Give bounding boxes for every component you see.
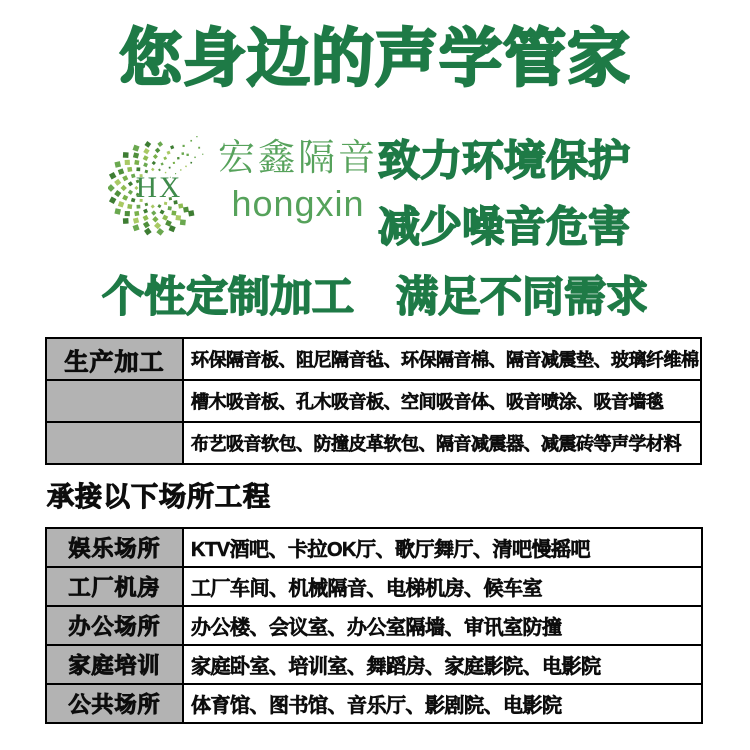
venues-table xyxy=(45,527,703,724)
table-row xyxy=(47,605,701,644)
brand-names xyxy=(214,136,382,224)
logo-swirl-icon xyxy=(108,126,210,248)
table-row xyxy=(47,379,700,421)
brand-name-en: hongxin xyxy=(231,183,365,225)
venue-items-home-training: 家庭卧室、培训室、舞蹈房、家庭影院、电影院 xyxy=(184,646,701,683)
production-row-3: 布艺吸音软包、防撞皮革软包、隔音减震器、减震砖等声学材料 xyxy=(184,423,700,463)
production-table xyxy=(45,337,702,465)
table-row xyxy=(47,421,700,463)
table-row xyxy=(47,566,701,605)
production-row-1: 环保隔音板、阻尼隔音毡、环保隔音棉、隔音减震垫、玻璃纤维棉 xyxy=(184,339,700,379)
slogan-line-2: 减少噪音危害 xyxy=(378,203,631,250)
table-row xyxy=(47,644,701,683)
venue-label-home-training: 家庭培训 xyxy=(47,646,184,683)
brand-name-cn: 宏鑫隔音 xyxy=(218,137,378,178)
production-table-header-empty xyxy=(47,381,184,421)
custom-processing-line: 个性定制加工 满足不同需求 xyxy=(101,273,648,320)
venue-items-factory: 工厂车间、机械隔音、电梯机房、候车室 xyxy=(184,568,701,605)
table-row xyxy=(47,339,700,379)
table-row xyxy=(47,683,701,722)
venue-label-factory: 工厂机房 xyxy=(47,568,184,605)
page-title: 您身边的声学管家 xyxy=(119,24,631,94)
logo-monogram: HX xyxy=(135,171,183,204)
company-logo xyxy=(108,126,210,248)
venue-label-office: 办公场所 xyxy=(47,607,184,644)
production-table-header: 生产加工 xyxy=(47,339,184,379)
slogan-line-1: 致力环境保护 xyxy=(378,137,631,184)
venues-section-heading: 承接以下场所工程 xyxy=(47,482,271,512)
venue-items-entertainment: KTV酒吧、卡拉OK厅、歌厅舞厅、清吧慢摇吧 xyxy=(184,529,701,566)
production-table-header-empty xyxy=(47,423,184,463)
production-row-2: 槽木吸音板、孔木吸音板、空间吸音体、吸音喷涂、吸音墙毯 xyxy=(184,381,700,421)
table-row xyxy=(47,529,701,566)
venue-label-public: 公共场所 xyxy=(47,685,184,722)
venue-items-office: 办公楼、会议室、办公室隔墙、审讯室防撞 xyxy=(184,607,701,644)
venue-items-public: 体育馆、图书馆、音乐厅、影剧院、电影院 xyxy=(184,685,701,722)
venue-label-entertainment: 娱乐场所 xyxy=(47,529,184,566)
